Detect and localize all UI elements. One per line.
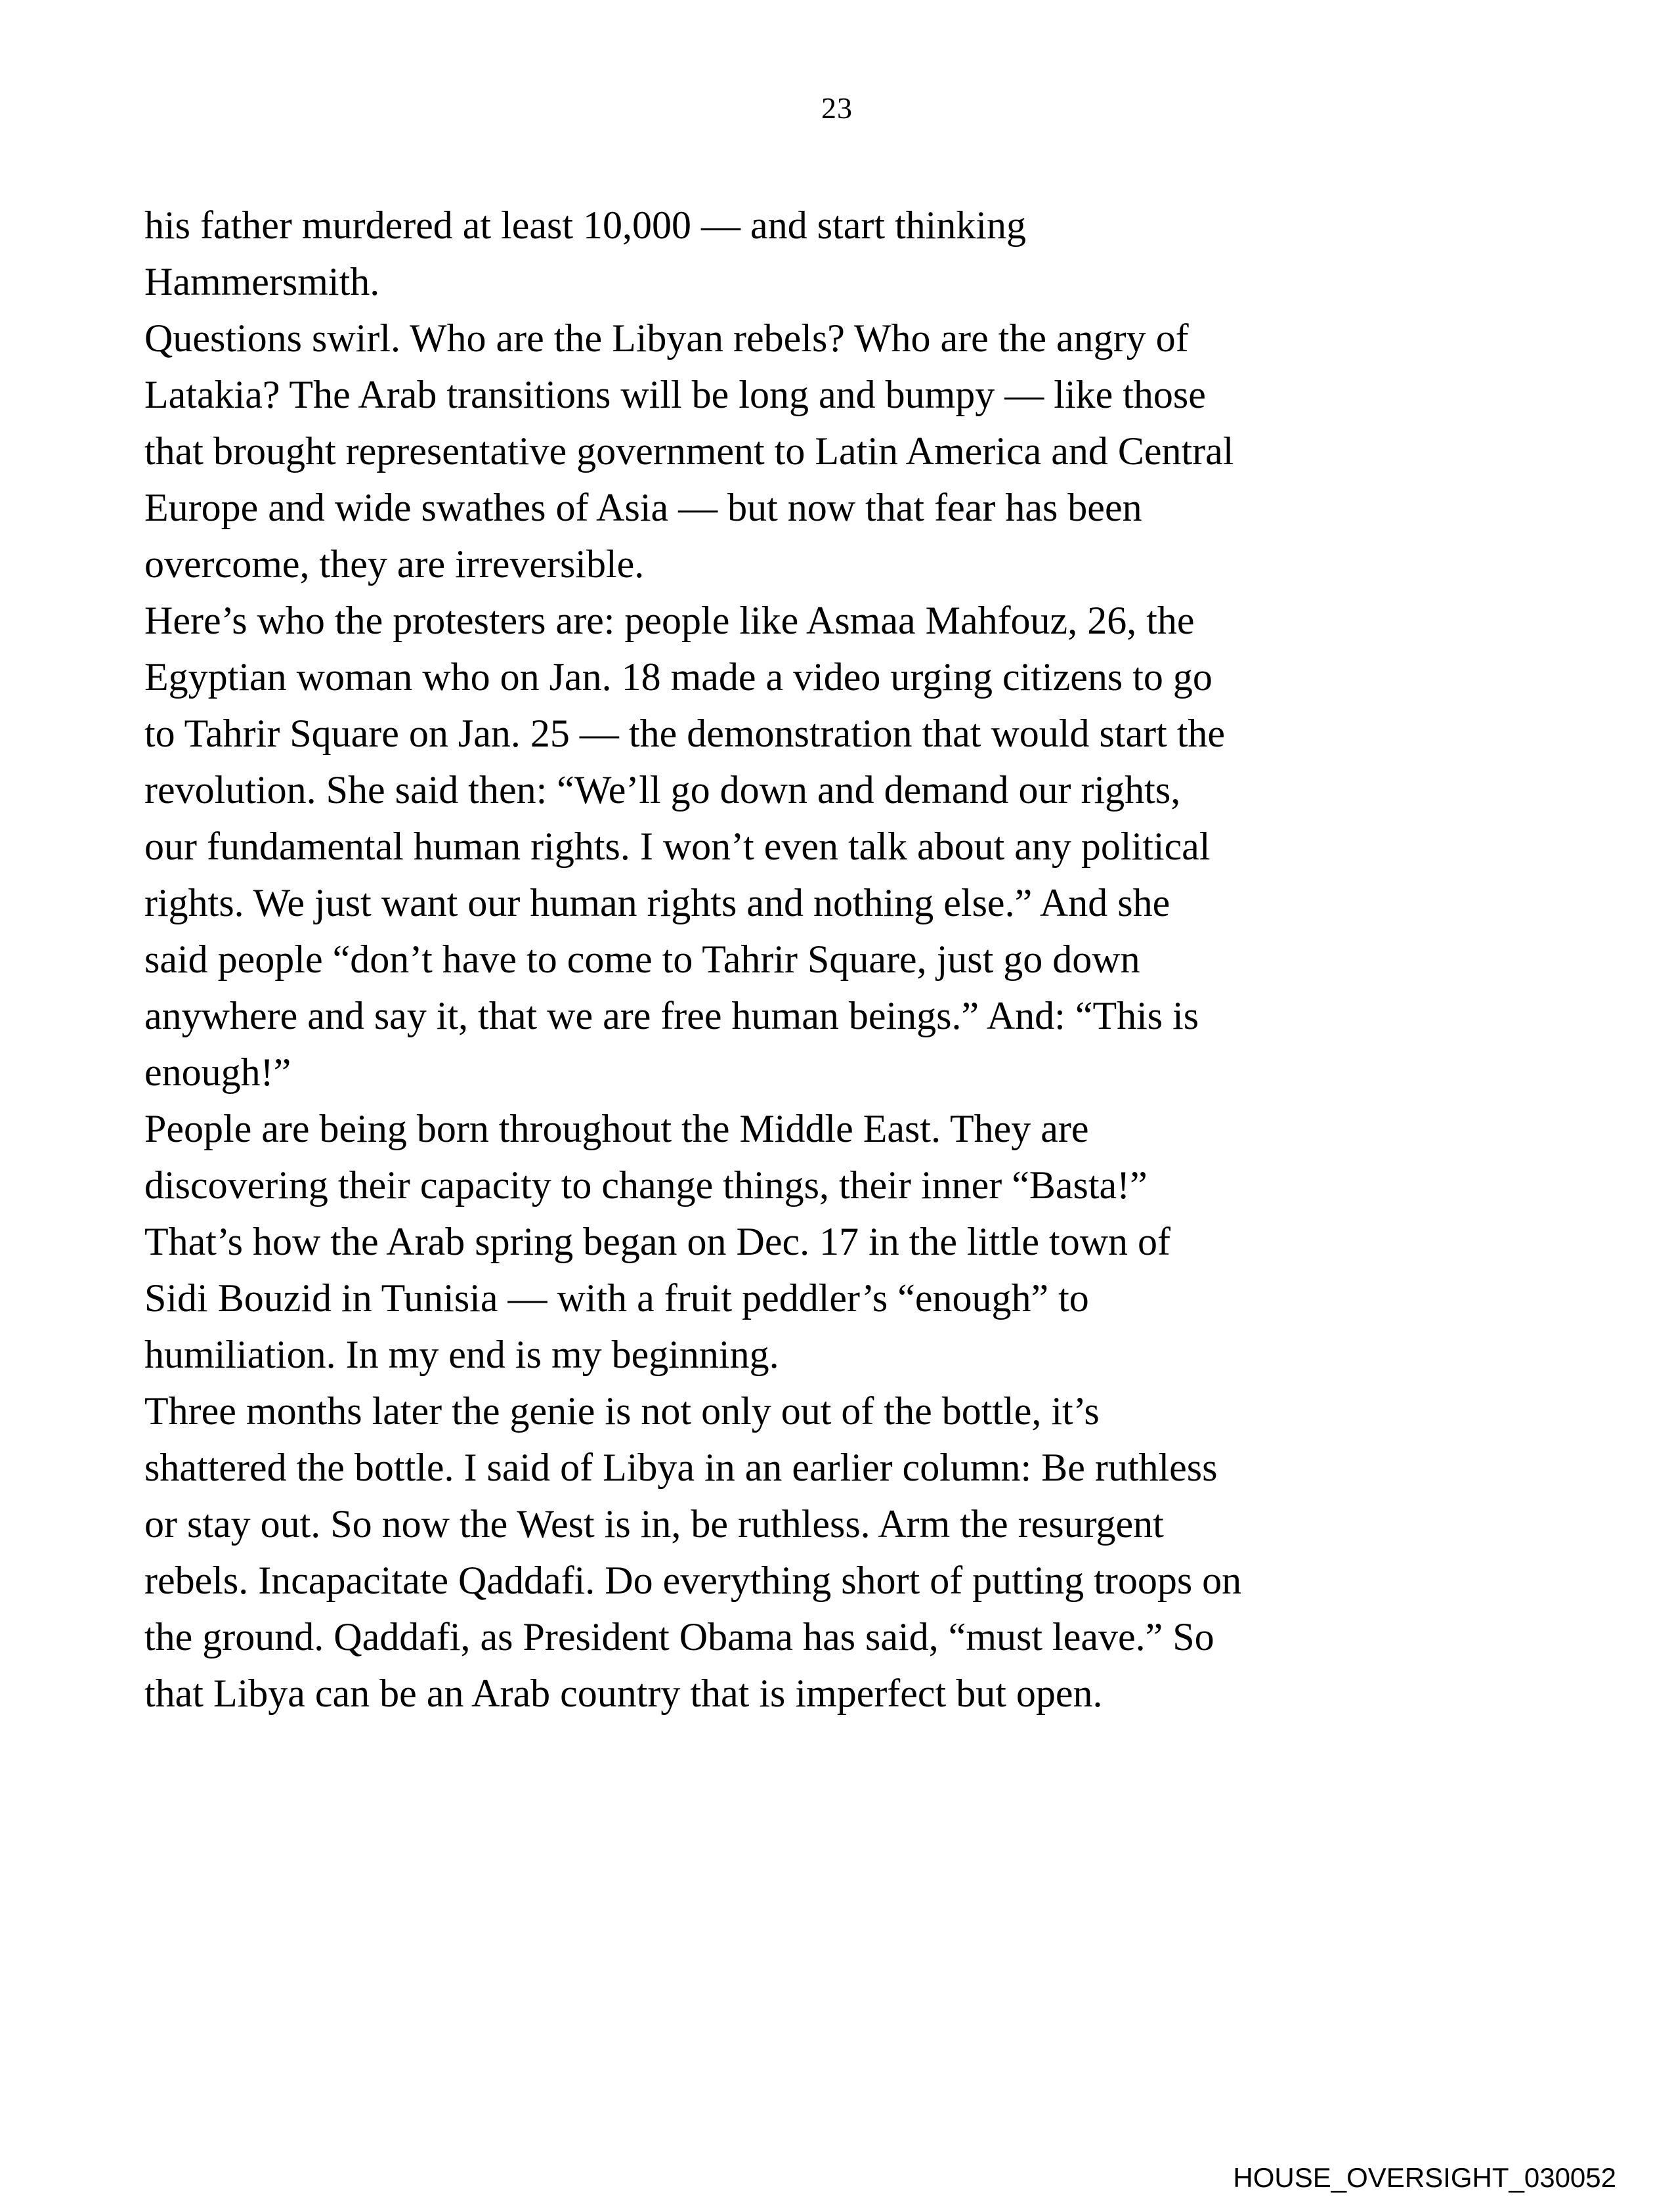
text-line: or stay out. So now the West is in, be ruthless. Arm the resurgent <box>144 1502 1164 1546</box>
text-line: discovering their capacity to change things, their inner “Basta!” <box>144 1163 1148 1207</box>
document-body <box>144 197 1516 1722</box>
text-line: to Tahrir Square on Jan. 25 — the demonstration that would start the <box>144 712 1226 755</box>
page-number: 23 <box>821 91 853 125</box>
text-line: enough!” <box>144 1051 291 1094</box>
text-line: Questions swirl. Who are the Libyan rebels? Who are the angry of <box>144 316 1189 360</box>
text-line: the ground. Qaddafi, as President Obama has said, “must leave.” So <box>144 1615 1214 1659</box>
text-line: revolution. She said then: “We’ll go down and demand our rights, <box>144 768 1181 812</box>
text-line: Here’s who the protesters are: people like Asmaa Mahfouz, 26, the <box>144 599 1195 642</box>
text-line: that Libya can be an Arab country that is imperfect but open. <box>144 1672 1103 1715</box>
text-line: Hammersmith. <box>144 260 380 303</box>
text-line: said people “don’t have to come to Tahrir Square, just go down <box>144 938 1140 981</box>
text-line: rebels. Incapacitate Qaddafi. Do everything short of putting troops on <box>144 1559 1242 1602</box>
text-line: Egyptian woman who on Jan. 18 made a video urging citizens to go <box>144 655 1213 699</box>
text-line: humiliation. In my end is my beginning. <box>144 1333 779 1376</box>
text-line: rights. We just want our human rights and nothing else.” And she <box>144 881 1170 924</box>
text-line: Europe and wide swathes of Asia — but now that fear has been <box>144 486 1142 529</box>
text-line: his father murdered at least 10,000 — and start thinking <box>144 204 1026 247</box>
text-line: People are being born throughout the Middle East. They are <box>144 1107 1089 1150</box>
text-line: That’s how the Arab spring began on Dec. 17 in the little town of <box>144 1220 1171 1263</box>
text-line: anywhere and say it, that we are free human beings.” And: “This is <box>144 994 1199 1037</box>
text-line: Sidi Bouzid in Tunisia — with a fruit peddler’s “enough” to <box>144 1276 1089 1320</box>
text-line: that brought representative government to Latin America and Central <box>144 429 1234 473</box>
text-line: shattered the bottle. I said of Libya in an earlier column: Be ruthless <box>144 1446 1218 1489</box>
text-line: Latakia? The Arab transitions will be long and bumpy — like those <box>144 373 1206 416</box>
text-line: overcome, they are irreversible. <box>144 542 645 586</box>
text-line: Three months later the genie is not only out of the bottle, it’s <box>144 1389 1100 1433</box>
text-line: our fundamental human rights. I won’t even talk about any political <box>144 825 1211 868</box>
bates-number: HOUSE_OVERSIGHT_030052 <box>1233 2162 1616 2193</box>
